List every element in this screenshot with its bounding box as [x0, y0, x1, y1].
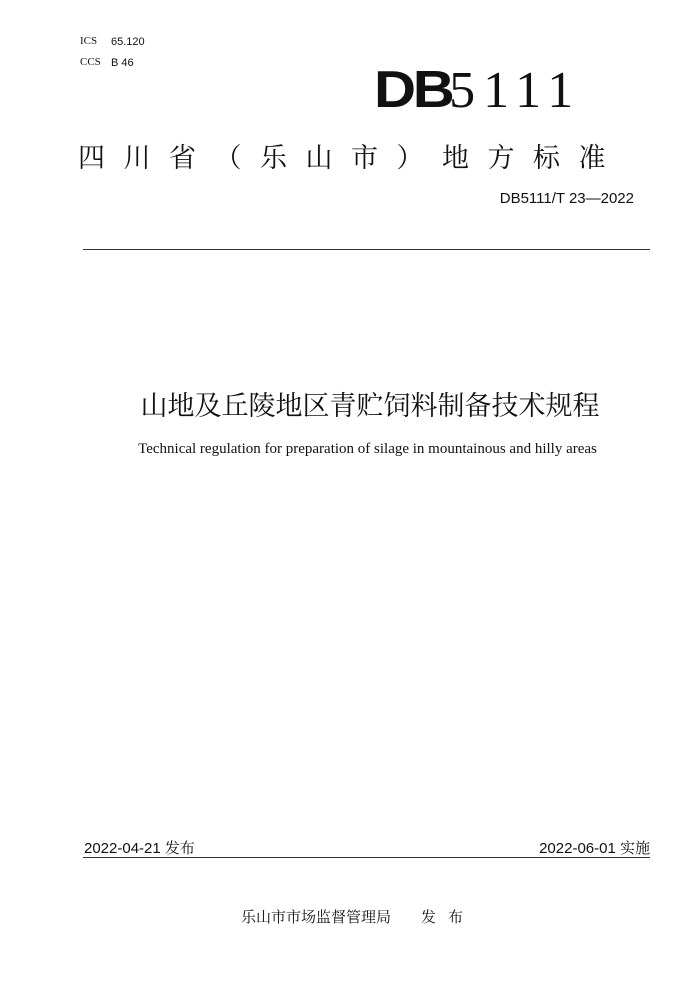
top-divider: [83, 249, 650, 250]
implementation-date: 2022-06-01 实施: [539, 840, 650, 857]
db-logo: [374, 60, 581, 120]
ccs-value: B 46: [111, 57, 134, 69]
publisher: [0, 906, 700, 927]
ics-value: 65.120: [111, 36, 145, 48]
title-chinese: 山地及丘陵地区青贮饲料制备技术规程: [140, 391, 600, 422]
issue-date: 2022-04-21 发布: [84, 840, 195, 857]
db-logo-number: 5111: [449, 62, 582, 119]
bottom-divider: [83, 857, 650, 858]
standard-number: DB5111/T 23—2022: [499, 190, 634, 207]
publisher-name: 乐山市市场监督管理局: [240, 908, 391, 926]
publisher-action: 发布: [421, 908, 476, 926]
standard-heading: 四川省（乐山市）地方标准: [78, 143, 624, 174]
db-logo-prefix: DB: [374, 61, 452, 119]
ccs-label: CCS: [80, 56, 101, 68]
title-english: Technical regulation for preparation of silage in mountainous and hilly areas: [138, 441, 597, 457]
ics-label: ICS: [80, 35, 98, 47]
